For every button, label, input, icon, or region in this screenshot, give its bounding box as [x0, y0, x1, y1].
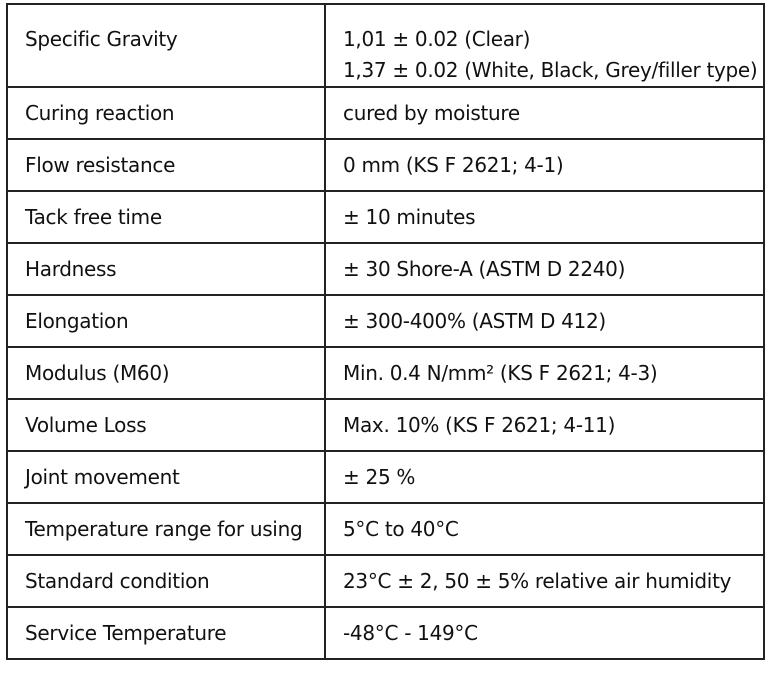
table-row	[7, 295, 764, 347]
property-cell: Elongation	[7, 295, 325, 347]
table-row	[7, 399, 764, 451]
value-line: 1,01 ± 0.02 (Clear)	[343, 27, 531, 51]
table-row	[7, 607, 764, 659]
specification-table	[6, 3, 765, 660]
value-cell: 5°C to 40°C	[325, 503, 764, 555]
table-row	[7, 243, 764, 295]
table-row	[7, 139, 764, 191]
table-row	[7, 4, 764, 87]
property-cell	[7, 4, 325, 87]
property-cell: Temperature range for using	[7, 503, 325, 555]
value-cell: 0 mm (KS F 2621; 4-1)	[325, 139, 764, 191]
table-row	[7, 347, 764, 399]
property-cell: Joint movement	[7, 451, 325, 503]
table-row	[7, 87, 764, 139]
value-cell: -48°C - 149°C	[325, 607, 764, 659]
property-cell: Modulus (M60)	[7, 347, 325, 399]
table-row	[7, 503, 764, 555]
property-cell: Hardness	[7, 243, 325, 295]
property-cell: Flow resistance	[7, 139, 325, 191]
value-line: 1,37 ± 0.02 (White, Black, Grey/filler type)	[343, 58, 758, 82]
table-row	[7, 555, 764, 607]
value-cell: ± 300-400% (ASTM D 412)	[325, 295, 764, 347]
table-row	[7, 451, 764, 503]
table-row	[7, 191, 764, 243]
property-cell: Tack free time	[7, 191, 325, 243]
property-cell: Volume Loss	[7, 399, 325, 451]
property-label: Specific Gravity	[25, 27, 178, 51]
value-cell: ± 30 Shore-A (ASTM D 2240)	[325, 243, 764, 295]
property-cell: Service Temperature	[7, 607, 325, 659]
value-cell	[325, 4, 764, 87]
value-cell: 23°C ± 2, 50 ± 5% relative air humidity	[325, 555, 764, 607]
value-cell: Max. 10% (KS F 2621; 4-11)	[325, 399, 764, 451]
value-cell: Min. 0.4 N/mm² (KS F 2621; 4-3)	[325, 347, 764, 399]
value-cell: ± 25 %	[325, 451, 764, 503]
property-cell: Curing reaction	[7, 87, 325, 139]
value-cell: cured by moisture	[325, 87, 764, 139]
value-cell: ± 10 minutes	[325, 191, 764, 243]
property-cell: Standard condition	[7, 555, 325, 607]
